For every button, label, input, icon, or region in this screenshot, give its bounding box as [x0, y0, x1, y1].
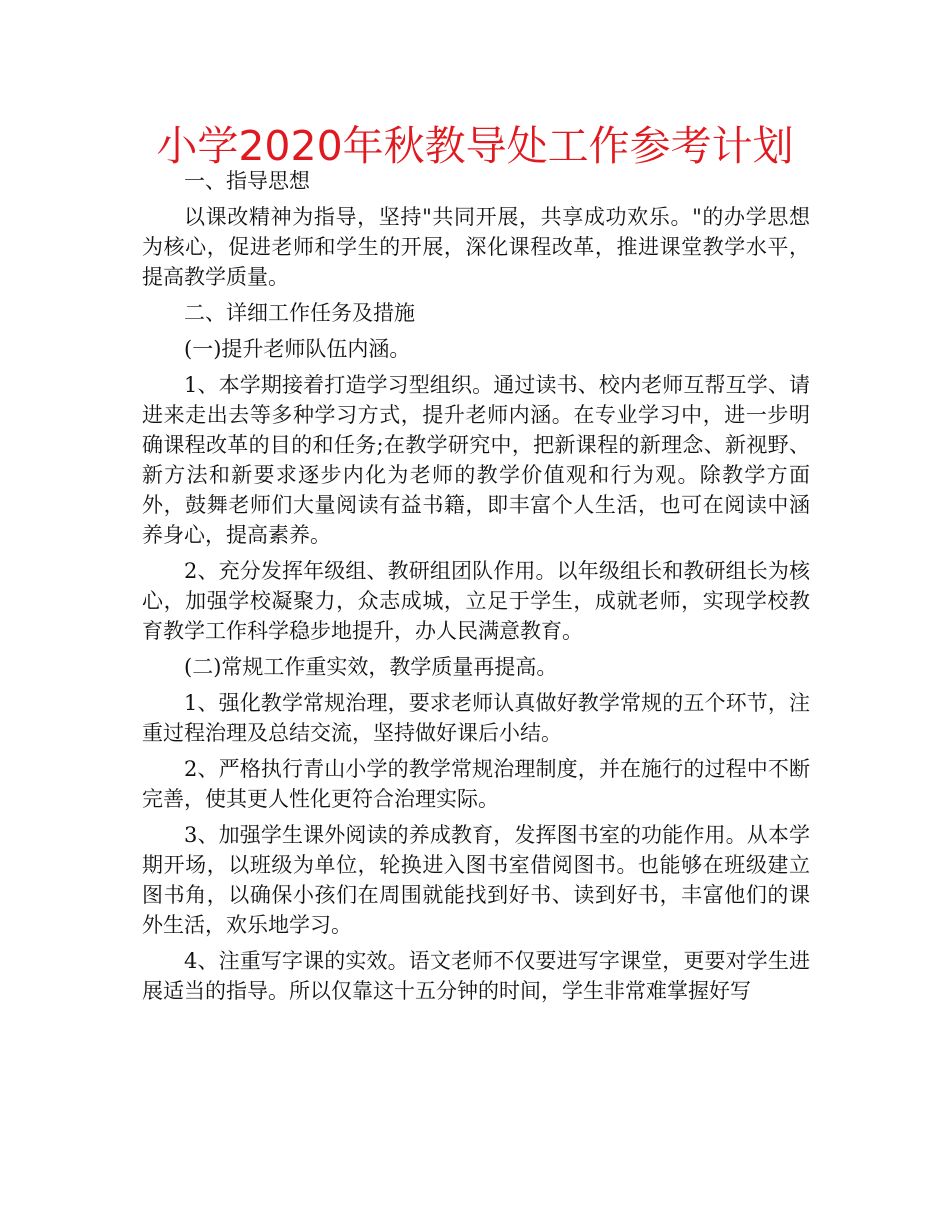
- section-heading-guiding-thought: 一、指导思想: [184, 169, 310, 193]
- paragraph-management-system: 2、严格执行青山小学的教学常规治理制度，并在施行的过程中不断完善，使其更人性化更符合治理实际。: [142, 757, 810, 811]
- paragraph-routine-management: 1、强化教学常规治理，要求老师认真做好教学常规的五个环节，注重过程治理及总结交流，坚持做好课后小结。: [142, 691, 810, 745]
- document-body: [142, 166, 810, 1012]
- paragraph-learning-organization: 1、本学期接着打造学习型组织。通过读书、校内老师互帮互学、请进来走出去等多种学习方式，提升老师内涵。在专业学习中，进一步明确课程改革的目的和任务;在教学研究中，把新课程的新理念、新视野、新方法和新要求逐步内化为老师的教学价值观和行为观。除教学方面外，鼓舞老师们大量阅读有益书籍，即丰富个人生活，也可在阅读中涵养身心，提高素养。: [142, 373, 810, 547]
- paragraph-reading-education: 3、加强学生课外阅读的养成教育，发挥图书室的功能作用。从本学期开场，以班级为单位，轮换进入图书室借阅图书。也能够在班级建立图书角，以确保小孩们在周围就能找到好书、读到好书，丰富他们的课外生活，欢乐地学习。: [142, 823, 810, 937]
- paragraph-writing-class: 4、注重写字课的实效。语文老师不仅要进写字课堂，更要对学生进展适当的指导。所以仅靠这十五分钟的时间，学生非常难掌握好写: [142, 949, 810, 1003]
- subsection-heading-teachers: (一)提升老师队伍内涵。: [184, 337, 411, 361]
- paragraph-guiding-thought: 以课改精神为指导，坚持"共同开展，共享成功欢乐。"的办学思想为核心，促进老师和学生的开展，深化课程改革，推进课堂教学水平，提高教学质量。: [142, 205, 810, 289]
- section-heading-tasks: 二、详细工作任务及措施: [184, 301, 415, 325]
- paragraph-team-role: 2、充分发挥年级组、教研组团队作用。以年级组长和教研组长为核心，加强学校凝聚力，众志成城，立足于学生，成就老师，实现学校教育教学工作科学稳步地提升，办人民满意教育。: [142, 559, 810, 643]
- document-title: 小学2020年秋教导处工作参考计划: [156, 122, 794, 170]
- subsection-heading-routine-work: (二)常规工作重实效，教学质量再提高。: [184, 655, 558, 679]
